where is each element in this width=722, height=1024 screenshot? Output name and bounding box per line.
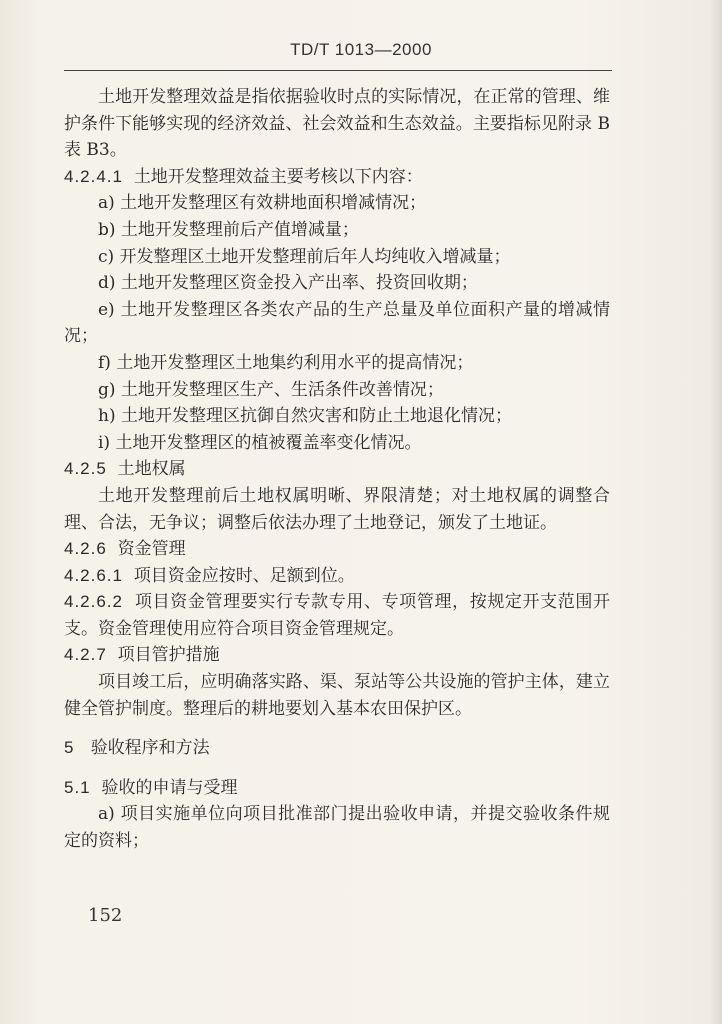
section-4-2-7-heading [64, 642, 610, 669]
list-item-a: a) 土地开发整理区有效耕地面积增减情况； [98, 193, 427, 214]
chapter-5-heading [64, 735, 610, 762]
clause-text: 项目资金管理要实行专款专用、专项管理，按规定开支范围开支。资金管理使用应符合项目资金管理规定。 [64, 592, 611, 639]
chapter-number: 5 [64, 738, 75, 758]
page-number: 152 [88, 905, 123, 926]
running-header: TD/T 1013—2000 [290, 40, 432, 59]
list-item-c: c) 开发整理区土地开发整理前后年人均纯收入增减量； [98, 246, 511, 267]
page-edge-shadow [710, 0, 722, 1024]
section-5-1-heading [64, 775, 610, 802]
list-item-i: i) 土地开发整理区的植被覆盖率变化情况。 [98, 432, 422, 453]
section-gap [64, 762, 610, 775]
section-title: 验收的申请与受理 [101, 777, 238, 798]
body-text [64, 84, 610, 855]
section-number: 4.2.7 [64, 645, 107, 665]
clause-text: 项目资金应按时、足额到位。 [133, 565, 355, 586]
section-4-2-5-heading [64, 456, 610, 483]
section-number: 5.1 [64, 777, 91, 797]
clause-4-2-4-1 [64, 164, 610, 191]
list-item-g: g) 土地开发整理区生产、生活条件改善情况； [98, 379, 444, 400]
section-5-1-item-a: a) 项目实施单位向项目批准部门提出验收申请，并提交验收条件规定的资料； [64, 804, 610, 852]
list-item-h: h) 土地开发整理区抗御自然灾害和防止土地退化情况； [98, 406, 512, 427]
section-title: 资金管理 [117, 539, 186, 560]
clause-4-2-6-2 [64, 589, 610, 642]
section-title: 土地权属 [117, 459, 186, 480]
chapter-title: 验收程序和方法 [90, 738, 210, 759]
section-4-2-7-text: 项目竣工后，应明确落实路、渠、泵站等公共设施的管护主体，建立健全管护制度。整理后的耕地要划入基本农田保护区。 [64, 672, 610, 719]
section-number: 4.2.6 [64, 539, 107, 559]
intro-paragraph: 土地开发整理效益是指依据验收时点的实际情况，在正常的管理、维护条件下能够实现的经济效益、社会效益和生态效益。主要指标见附录 B 表 B3。 [64, 87, 610, 161]
list-item-e: e) 土地开发整理区各类农产品的生产总量及单位面积产量的增减情况； [64, 299, 610, 347]
section-title: 项目管护措施 [117, 645, 220, 666]
list-item-b: b) 土地开发整理前后产值增减量； [98, 219, 359, 240]
section-number: 4.2.5 [64, 459, 107, 479]
section-4-2-5-text: 土地开发整理前后土地权属明晰、界限清楚；对土地权属的调整合理、合法，无争议；调整后依法办理了土地登记，颁发了土地证。 [64, 485, 610, 533]
header-rule [64, 70, 612, 71]
clause-4-2-6-1 [64, 563, 610, 590]
clause-text: 土地开发整理效益主要考核以下内容： [133, 166, 423, 187]
section-gap [64, 722, 610, 735]
list-item-f: f) 土地开发整理区土地集约利用水平的提高情况； [98, 352, 474, 373]
clause-number: 4.2.6.1 [64, 565, 123, 585]
clause-number: 4.2.4.1 [64, 166, 123, 186]
clause-number: 4.2.6.2 [64, 592, 123, 612]
list-item-d: d) 土地开发整理区资金投入产出率、投资回收期； [98, 273, 478, 294]
section-4-2-6-heading [64, 536, 610, 563]
